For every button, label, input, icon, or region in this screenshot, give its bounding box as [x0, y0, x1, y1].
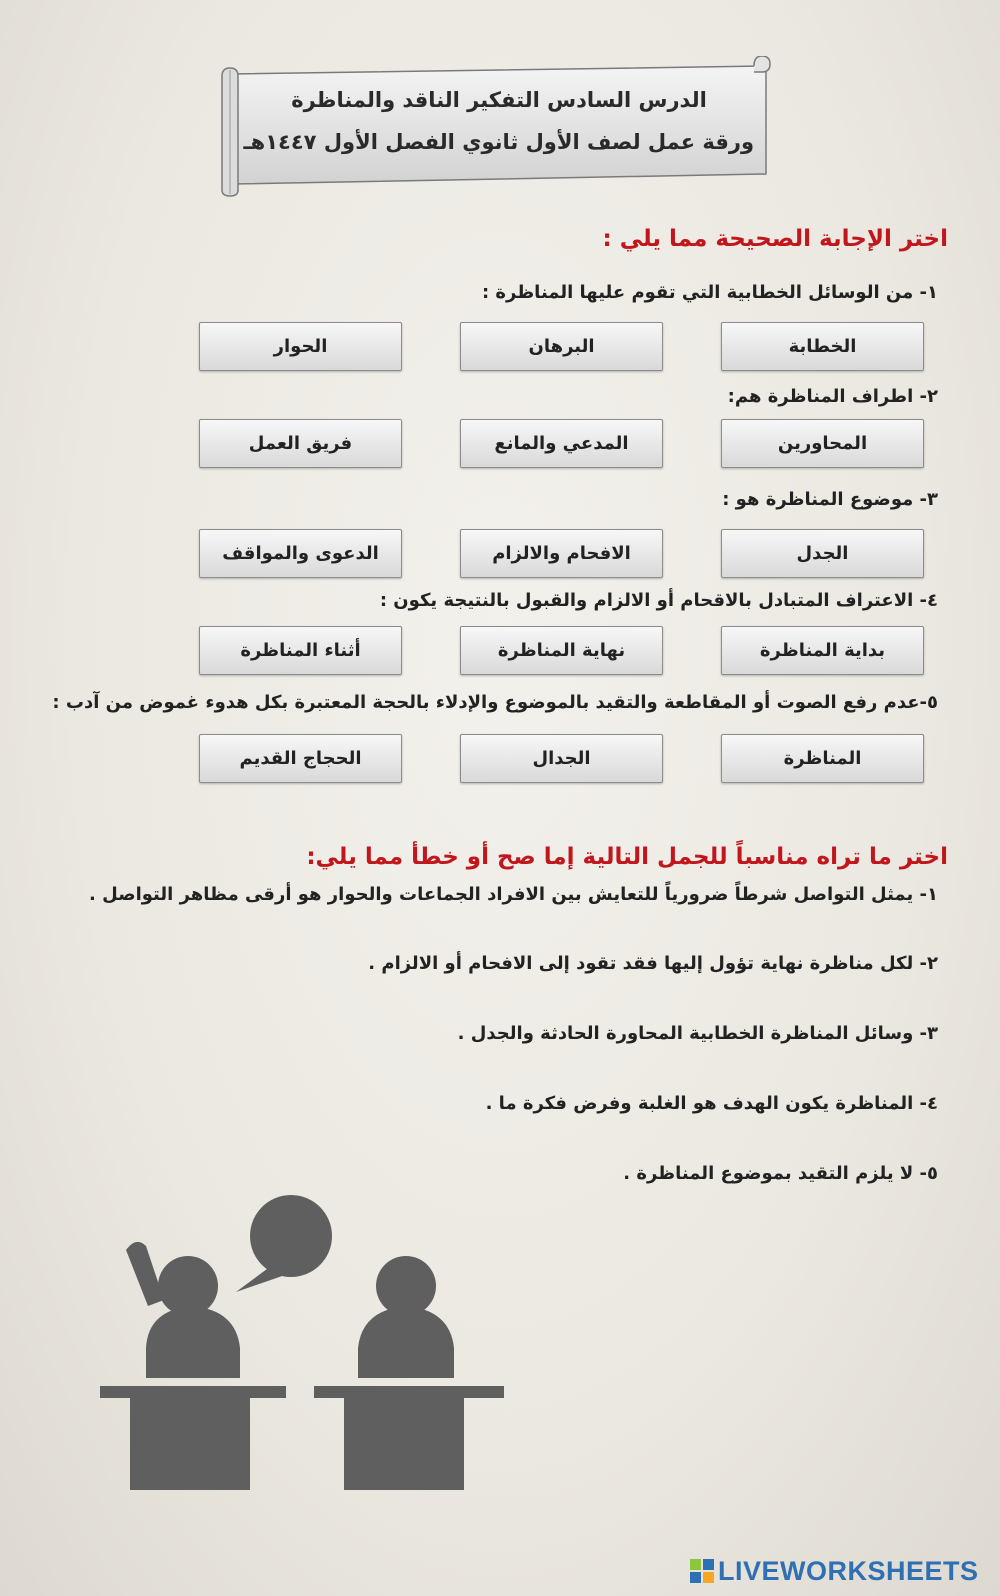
statement-4: ٤- المناظرة يكون الهدف هو الغلبة وفرض فكرة ما .: [485, 1093, 938, 1114]
question-2: ٢- اطراف المناظرة هم:: [727, 386, 938, 407]
option-button[interactable]: المناظرة: [721, 734, 924, 783]
multiple-choice-heading: اختر الإجابة الصحيحة مما يلي :: [602, 226, 948, 252]
option-button[interactable]: أثناء المناظرة: [199, 626, 402, 675]
statement-5: ٥- لا يلزم التقيد بموضوع المناظرة .: [623, 1163, 938, 1184]
option-button[interactable]: فريق العمل: [199, 419, 402, 468]
liveworksheets-logo: [690, 1556, 979, 1586]
option-button[interactable]: الحوار: [199, 322, 402, 371]
question-5: ٥-عدم رفع الصوت أو المقاطعة والتقيد بالموضوع والإدلاء بالحجة المعتبرة بكل هدوء غموض من آدب :: [52, 692, 938, 713]
debate-people-icon: [96, 1188, 506, 1500]
option-button[interactable]: بداية المناظرة: [721, 626, 924, 675]
option-button[interactable]: الدعوى والمواقف: [199, 529, 402, 578]
statement-3: ٣- وسائل المناظرة الخطابية المحاورة الحادثة والجدل .: [457, 1023, 938, 1044]
option-button[interactable]: نهاية المناظرة: [460, 626, 663, 675]
statement-1: ١- يمثل التواصل شرطاً ضرورياً للتعايش بين الافراد الجماعات والحوار هو أرقى مظاهر التواصل .: [89, 884, 938, 905]
banner-title: الدرس السادس التفكير الناقد والمناظرة: [291, 88, 707, 112]
statement-2: ٢- لكل مناظرة نهاية تؤول إليها فقد تقود إلى الافحام أو الالزام .: [368, 953, 938, 974]
liveworksheets-logo-icon: [690, 1559, 714, 1583]
option-button[interactable]: الجدل: [721, 529, 924, 578]
question-4: ٤- الاعتراف المتبادل بالاقحام أو الالزام والقبول بالنتيجة يكون :: [379, 590, 938, 611]
question-3: ٣- موضوع المناظرة هو :: [722, 489, 938, 510]
option-button[interactable]: البرهان: [460, 322, 663, 371]
banner-subtitle: ورقة عمل لصف الأول ثانوي الفصل الأول ١٤٤٧هـ: [243, 130, 754, 154]
scroll-banner-shape: [214, 56, 784, 198]
option-button[interactable]: المدعي والمانع: [460, 419, 663, 468]
option-button[interactable]: الجدال: [460, 734, 663, 783]
true-false-heading: اختر ما تراه مناسباً للجمل التالية إما صح أو خطأ مما يلي:: [306, 844, 948, 870]
title-banner: [214, 56, 784, 198]
logo-text: LIVEWORKSHEETS: [718, 1555, 979, 1586]
option-button[interactable]: المحاورين: [721, 419, 924, 468]
option-button[interactable]: الافحام والالزام: [460, 529, 663, 578]
option-button[interactable]: الخطابة: [721, 322, 924, 371]
question-1: ١- من الوسائل الخطابية التي تقوم عليها المناظرة :: [481, 282, 938, 303]
option-button[interactable]: الحجاج القديم: [199, 734, 402, 783]
